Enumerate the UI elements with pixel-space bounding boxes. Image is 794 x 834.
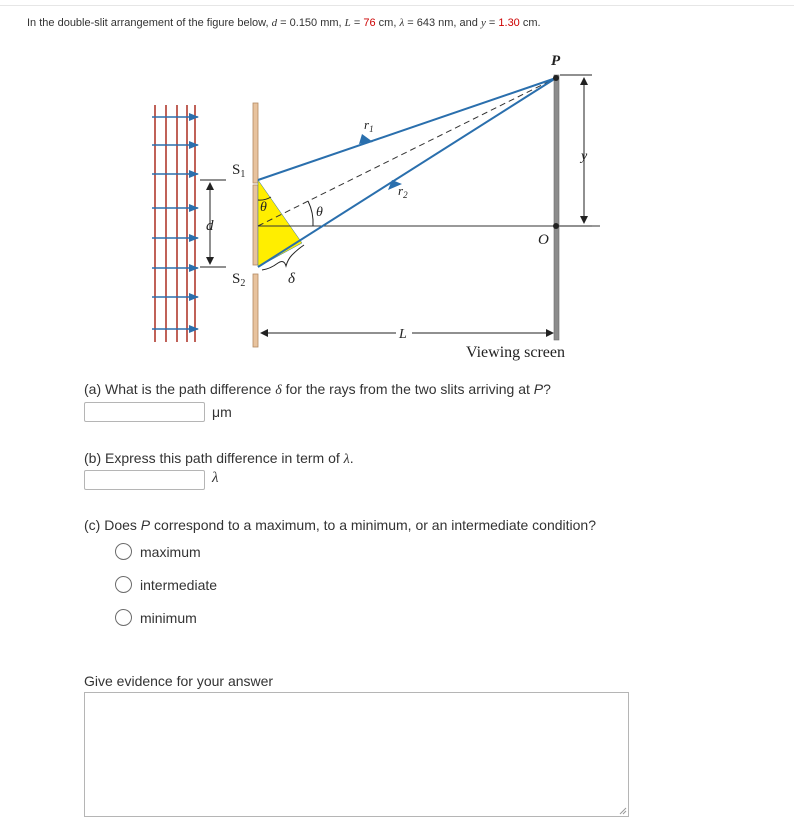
slit-barrier <box>253 103 258 347</box>
double-slit-figure <box>140 45 600 375</box>
label-L: L <box>399 327 407 342</box>
answer-a-unit: μm <box>212 404 232 420</box>
radio-maximum[interactable] <box>115 543 132 560</box>
evidence-textarea[interactable] <box>84 692 629 817</box>
point-P <box>553 75 559 81</box>
label-r2: $r_2$ <box>398 183 408 200</box>
question-a: (a) What is the path difference δ for the rays from the two slits arriving at P? <box>84 381 551 398</box>
label-theta-right: θ <box>316 205 323 220</box>
option-label: intermediate <box>140 576 218 593</box>
top-divider <box>0 5 794 6</box>
label-P: P <box>551 53 561 69</box>
label-O: O <box>538 232 549 248</box>
radio-minimum[interactable] <box>115 609 132 626</box>
question-c: (c) Does P correspond to a maximum, to a minimum, or an intermediate condition? <box>84 517 597 533</box>
option-label: maximum <box>140 543 201 560</box>
option-intermediate[interactable] <box>115 576 217 593</box>
ray-r2 <box>258 78 556 267</box>
label-theta-left: θ <box>260 200 267 215</box>
label-S1: $S_1$ <box>232 162 246 180</box>
theta-arc-right <box>308 201 313 226</box>
point-O <box>553 223 559 229</box>
resize-handle-icon[interactable] <box>619 807 627 815</box>
y-value: 1.30 <box>498 17 520 29</box>
ray-r1-arrow <box>359 134 373 144</box>
problem-statement: In the double-slit arrangement of the figure below, d = 0.150 mm, L = 76 cm, λ = 643 nm, and y = 1.30 cm. <box>27 17 541 29</box>
label-S2: $S_2$ <box>232 271 246 289</box>
center-line-to-P <box>258 78 556 226</box>
incoming-wavefronts <box>155 105 195 342</box>
answer-a-input[interactable] <box>84 402 205 422</box>
label-delta: δ <box>288 271 295 287</box>
label-r1: $r_1$ <box>364 117 374 134</box>
option-minimum[interactable] <box>115 609 197 626</box>
viewing-screen <box>554 75 559 340</box>
L-value: 76 <box>363 17 376 29</box>
answer-b-input[interactable] <box>84 470 205 490</box>
option-maximum[interactable] <box>115 543 201 560</box>
answer-b-unit: λ <box>212 470 219 486</box>
label-y: y <box>581 149 588 164</box>
evidence-label: Give evidence for your answer <box>84 673 274 689</box>
incoming-rays <box>152 117 198 329</box>
radio-intermediate[interactable] <box>115 576 132 593</box>
ray-r1 <box>258 78 556 180</box>
label-viewing-screen: Viewing screen <box>466 344 565 361</box>
label-d: d <box>206 218 214 234</box>
option-label: minimum <box>140 609 197 626</box>
question-b: (b) Express this path difference in term of λ. <box>84 450 354 467</box>
